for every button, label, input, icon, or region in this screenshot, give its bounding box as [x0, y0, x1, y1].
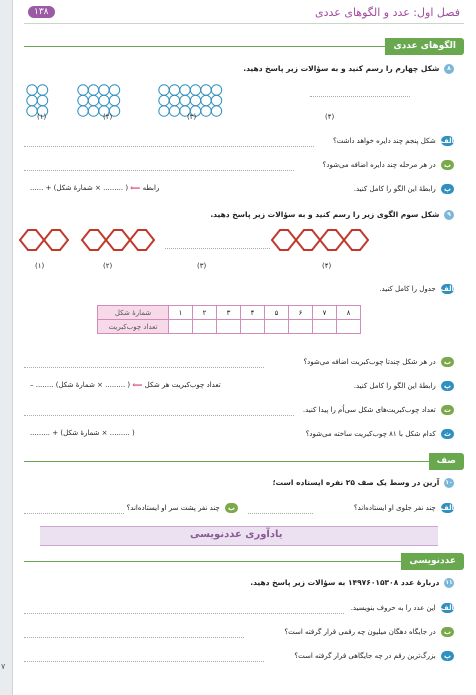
q9-part-a	[379, 284, 454, 294]
table-head: تعداد چوب‌کبریت	[98, 320, 169, 334]
part-text: در هر مرحله چند دایره اضافه می‌شود؟	[322, 161, 436, 169]
question-number: ۸	[444, 64, 454, 74]
matchstick	[122, 240, 130, 250]
section-numwrite-header	[24, 553, 464, 570]
answer-line[interactable]	[24, 661, 264, 662]
draw-area-3[interactable]	[165, 248, 270, 249]
section-line-header	[24, 453, 464, 470]
table-input-cell[interactable]	[169, 320, 193, 334]
matchstick	[146, 240, 154, 250]
figure-circle	[211, 85, 221, 95]
question-text: آرین در وسط یک صف ۲۵ نفره ایستاده است؛	[272, 478, 440, 487]
q9-part-e	[306, 429, 454, 439]
answer-line[interactable]	[24, 637, 244, 638]
question-number: ۹	[444, 210, 454, 220]
part-badge: الف	[440, 137, 454, 145]
figure-circle	[211, 95, 221, 105]
answer-line[interactable]	[24, 170, 294, 171]
figure-circle	[159, 85, 169, 95]
matchstick	[344, 230, 352, 240]
part-text: شکل پنجم چند دایره خواهد داشت؟	[332, 137, 436, 145]
question-number: ۱۱	[445, 579, 453, 586]
part-badge: ب	[225, 503, 238, 513]
matchstick	[130, 240, 138, 250]
q9-formula-e	[30, 429, 135, 437]
figure-label-3: (۳)	[197, 262, 207, 270]
q11-part-c	[294, 651, 454, 661]
part-text: در جایگاه دهگان میلیون چه رقمی قرار گرفته است؟	[284, 628, 436, 636]
figure-circle	[88, 95, 98, 105]
table-cell: ۷	[313, 306, 337, 320]
part-badge: ب	[441, 627, 454, 637]
answer-line[interactable]	[24, 513, 124, 514]
figure-circle	[201, 95, 211, 105]
draw-area-4[interactable]	[310, 96, 410, 97]
figure-label-4: (۴)	[322, 262, 332, 270]
matchstick	[288, 240, 296, 250]
matchstick	[98, 240, 106, 250]
table-input-cell[interactable]	[337, 320, 361, 334]
figure-label-3: (۳)	[187, 113, 197, 121]
table-input-cell[interactable]	[313, 320, 337, 334]
matchstick	[98, 230, 106, 240]
matchstick	[360, 230, 368, 240]
part-text: رابطهٔ این الگو را کامل کنید.	[353, 382, 436, 390]
table-cell: ۶	[289, 306, 313, 320]
question-text: شکل چهارم را رسم کنید و به سؤالات زیر پاسخ دهید.	[243, 64, 440, 73]
part-text: چند نفر جلوی او ایستاده‌اند؟	[353, 504, 436, 512]
answer-line[interactable]	[248, 513, 313, 514]
matchstick	[82, 240, 90, 250]
figure-circle	[201, 106, 211, 116]
review-banner	[40, 526, 438, 546]
arrow-icon: ⟸	[132, 381, 143, 389]
part-text: رابطهٔ این الگو را کامل کنید.	[353, 185, 436, 193]
matchstick	[320, 230, 328, 240]
section-title: عددنویسی	[401, 553, 464, 570]
matchstick	[106, 240, 114, 250]
figure-circle	[169, 106, 179, 116]
matchstick	[36, 240, 44, 250]
table-input-cell[interactable]	[265, 320, 289, 334]
figure-circle	[180, 85, 190, 95]
q11-part-b	[284, 627, 454, 637]
matchstick	[20, 230, 28, 240]
matchstick	[106, 230, 114, 240]
figure-circle	[27, 106, 37, 116]
page-number-badge: ۱۳۸	[28, 6, 55, 18]
part-badge: پ	[441, 651, 454, 661]
figure-circle	[159, 95, 169, 105]
figure-circle	[109, 85, 119, 95]
table-cell: ۳	[217, 306, 241, 320]
matchstick	[36, 230, 44, 240]
figure-circle	[201, 85, 211, 95]
margin-page-number: ۷	[1, 662, 6, 671]
matchstick	[320, 240, 328, 250]
figure-circle	[78, 85, 88, 95]
table-cell: ۸	[337, 306, 361, 320]
table-head: شمارهٔ شکل	[98, 306, 169, 320]
chapter-title: فصل اول: عدد و الگوهای عددی	[315, 6, 460, 19]
matchstick	[296, 230, 304, 240]
figure-label-2: (۲)	[103, 262, 113, 270]
matchstick	[82, 230, 90, 240]
part-text: جدول را کامل کنید.	[379, 285, 436, 293]
figure-circle	[169, 95, 179, 105]
table-cell: ۵	[265, 306, 289, 320]
table-input-cell[interactable]	[289, 320, 313, 334]
figure-circle	[37, 85, 47, 95]
matchstick-table	[97, 305, 361, 334]
part-badge: پ	[441, 381, 454, 391]
q11-part-a	[351, 603, 454, 613]
section-title: الگوهای عددی	[385, 38, 464, 55]
formula-text: ( ......... × شمارهٔ شکل) + .........	[30, 429, 135, 437]
figure-circle	[88, 85, 98, 95]
q8-part-b	[323, 160, 454, 170]
figure-circle	[190, 95, 200, 105]
answer-line[interactable]	[24, 367, 264, 368]
q9-part-b	[303, 357, 454, 367]
question-9	[210, 210, 454, 220]
q9-part-d	[303, 405, 454, 415]
figure-circle	[180, 95, 190, 105]
section-rule	[24, 461, 464, 462]
part-text: چند نفر پشت سر او ایستاده‌اند؟	[126, 504, 220, 512]
matchstick	[122, 230, 130, 240]
figure-circle	[37, 95, 47, 105]
figure-circle	[99, 95, 109, 105]
figure-circle	[78, 95, 88, 105]
matchstick	[344, 240, 352, 250]
table-cell: ۱	[169, 306, 193, 320]
matchstick	[336, 240, 344, 250]
figure-label-1: (۱)	[35, 262, 45, 270]
answer-line[interactable]	[24, 146, 314, 147]
answer-line[interactable]	[24, 613, 344, 614]
matchstick	[288, 230, 296, 240]
part-badge: الف	[440, 604, 454, 612]
matchstick	[44, 240, 52, 250]
table-cell: ۲	[193, 306, 217, 320]
matchstick	[60, 230, 68, 240]
matchstick	[130, 230, 138, 240]
part-badge: ت	[441, 405, 454, 415]
figure-circle	[88, 106, 98, 116]
matchstick	[312, 240, 320, 250]
arrow-icon: ⟸	[130, 184, 141, 192]
part-badge: پ	[441, 184, 454, 194]
figure-label-1: (۱)	[37, 113, 47, 121]
figure-circle	[27, 95, 37, 105]
formula-tail: تعداد چوب‌کبریت هر شکل	[144, 381, 221, 389]
banner-title: یادآوری عددنویسی	[190, 529, 283, 540]
matchstick	[360, 240, 368, 250]
matchstick	[60, 240, 68, 250]
part-text: این عدد را به حروف بنویسید.	[350, 604, 436, 612]
figure-label-4: (۴)	[325, 113, 335, 121]
part-text: تعداد چوب‌کبریت‌های شکل سی‌اُم را پیدا کنید.	[302, 406, 436, 414]
part-badge: ب	[441, 160, 454, 170]
matchstick	[44, 230, 52, 240]
question-text: دربارهٔ عدد ۱۴۹۷۶۰۱۵۳۰۸ به سؤالات زیر پاسخ دهید.	[250, 578, 440, 587]
part-badge: الف	[440, 504, 454, 512]
matchstick	[146, 230, 154, 240]
formula-tail: رابطه	[142, 184, 160, 192]
figure-circle	[159, 106, 169, 116]
matchstick	[296, 240, 304, 250]
question-text: شکل سوم الگوی زیر را رسم کنید و به سؤالات زیر پاسخ دهید.	[210, 210, 440, 219]
figure-circle	[27, 85, 37, 95]
formula-text: ( ......... × شمارهٔ شکل) ........ –	[30, 381, 131, 389]
figure-circle	[99, 85, 109, 95]
section-title: صف	[429, 453, 464, 470]
matchstick	[272, 230, 280, 240]
answer-line[interactable]	[24, 415, 294, 416]
question-11	[250, 578, 454, 588]
matchstick	[20, 240, 28, 250]
matchstick	[312, 230, 320, 240]
matchstick	[336, 230, 344, 240]
question-10	[273, 478, 454, 488]
q8-part-a	[333, 136, 454, 146]
figure-circle	[169, 85, 179, 95]
part-badge: ب	[441, 357, 454, 367]
formula-text: ( ......... × شمارهٔ شکل) + ......	[30, 184, 129, 192]
part-text: در هر شکل چندتا چوب‌کبریت اضافه می‌شود؟	[303, 358, 436, 366]
part-text: بزرگ‌ترین رقم در چه جایگاهی قرار گرفته است؟	[294, 652, 436, 660]
q9-formula-c	[30, 381, 221, 389]
table-input-cell[interactable]	[193, 320, 217, 334]
matchstick	[272, 240, 280, 250]
q9-part-c	[354, 381, 454, 391]
part-badge: الف	[440, 285, 454, 293]
q8-formula	[30, 184, 159, 192]
figure-circle	[211, 106, 221, 116]
q8-part-c	[354, 184, 454, 194]
figure-circle	[109, 95, 119, 105]
part-text: کدام شکل با ۸۱ چوب‌کبریت ساخته می‌شود؟	[305, 430, 436, 438]
part-badge: ث	[441, 429, 454, 439]
table-cell: ۴	[241, 306, 265, 320]
table-input-cell[interactable]	[241, 320, 265, 334]
figure-circle	[190, 85, 200, 95]
figure-label-2: (۲)	[103, 113, 113, 121]
q10-part-a	[354, 503, 454, 513]
table-input-cell[interactable]	[217, 320, 241, 334]
section-rule	[24, 561, 464, 562]
question-number: ۱۰	[445, 479, 453, 486]
q10-part-b	[127, 503, 238, 513]
figure-circle	[78, 106, 88, 116]
